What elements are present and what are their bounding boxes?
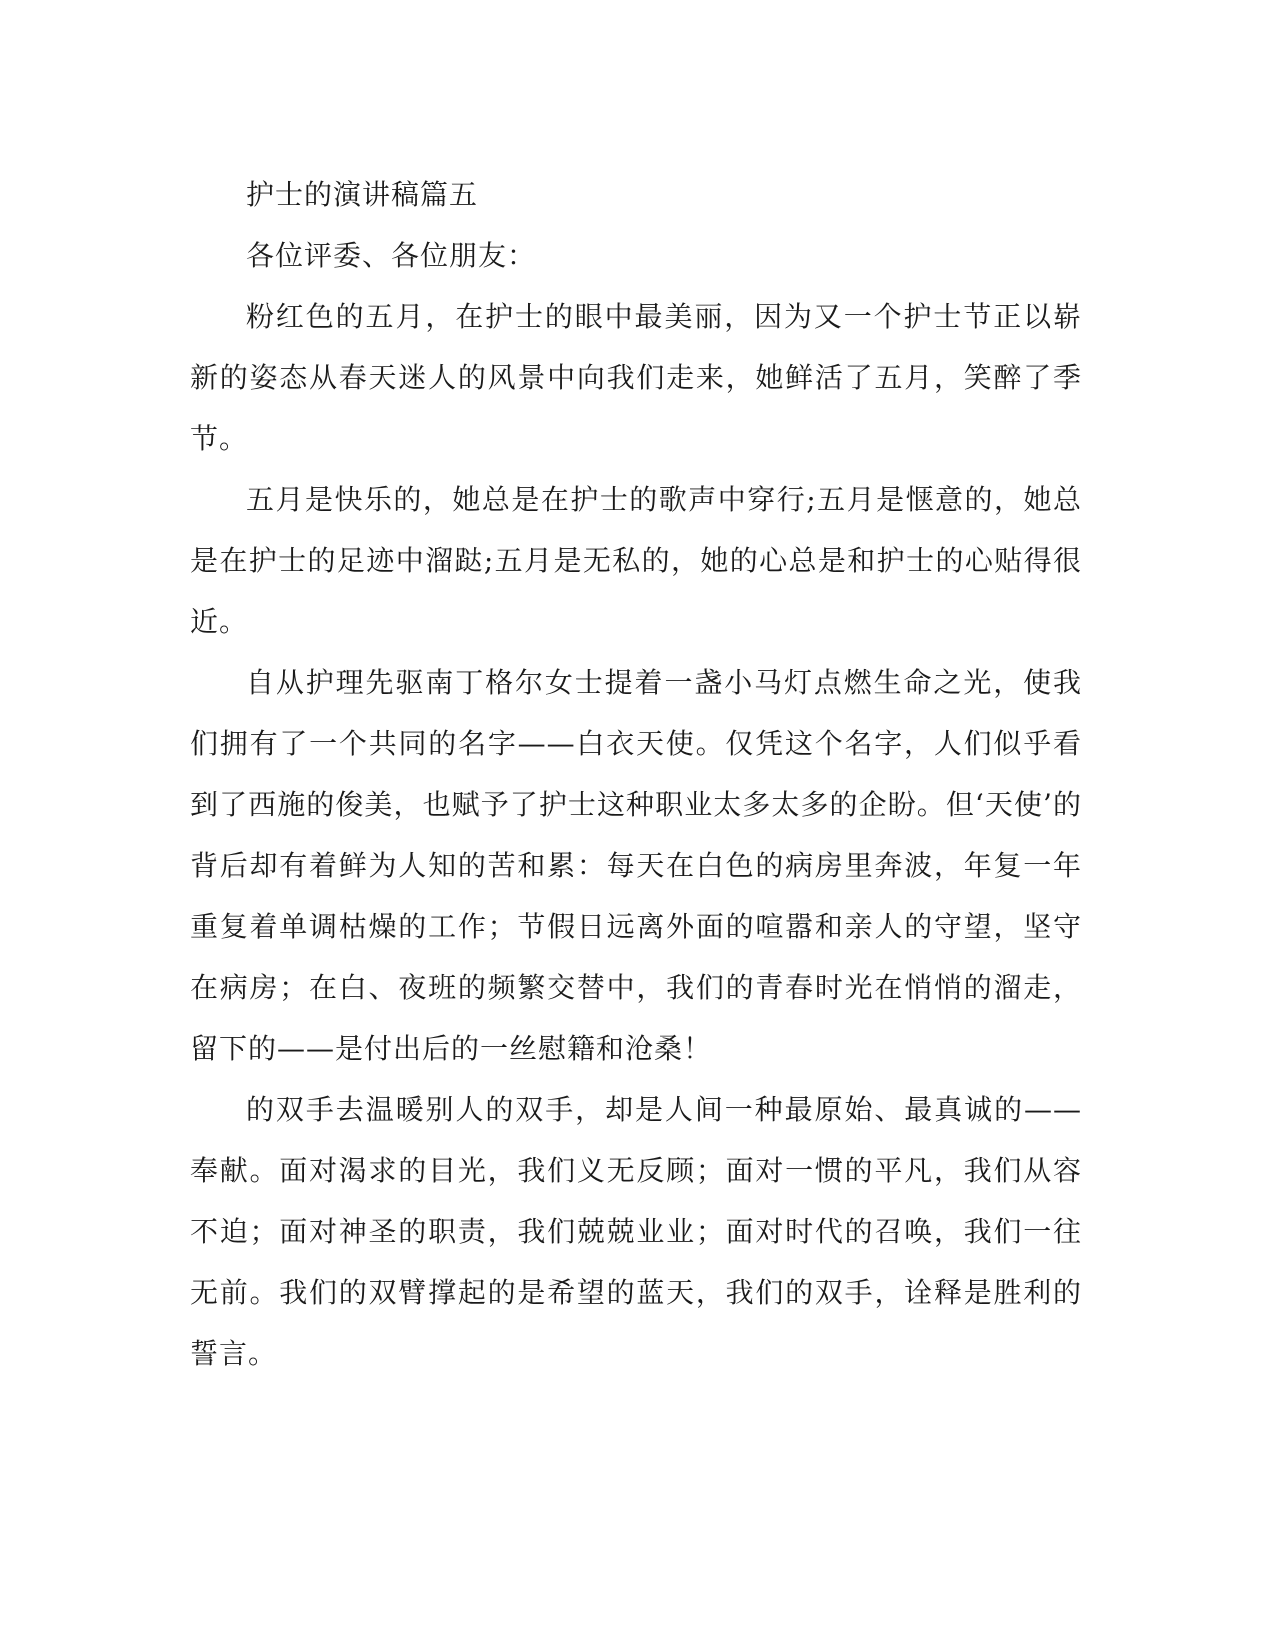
paragraph-4: 的双手去温暖别人的双手，却是人间一种最原始、最真诚的——奉献。面对渴求的目光，我们义无反顾；面对一惯的平凡，我们从容不迫；面对神圣的职责，我们兢兢业业；面对时代的召唤，我们一往无前。我们的双臂撑起的是希望的蓝天，我们的双手，诠释是胜利的誓言。	[190, 1093, 1082, 1370]
document-title: 护士的演讲稿篇五	[246, 178, 479, 211]
greeting: 各位评委、各位朋友：	[246, 239, 537, 272]
document-body	[190, 164, 1082, 1384]
paragraph-1: 粉红色的五月，在护士的眼中最美丽，因为又一个护士节正以崭新的姿态从春天迷人的风景中向我们走来，她鲜活了五月，笑醉了季节。	[190, 300, 1082, 455]
paragraph-2: 五月是快乐的，她总是在护士的歌声中穿行;五月是惬意的，她总是在护士的足迹中溜跶;五月是无私的，她的心总是和护士的心贴得很近。	[190, 483, 1082, 638]
paragraph-3: 自从护理先驱南丁格尔女士提着一盏小马灯点燃生命之光，使我们拥有了一个共同的名字——白衣天使。仅凭这个名字，人们似乎看到了西施的俊美，也赋予了护士这种职业太多太多的企盼。但‘天使’的背后却有着鲜为人知的苦和累：每天在白色的病房里奔波，年复一年重复着单调枯燥的工作；节假日远离外面的喧嚣和亲人的守望，坚守在病房；在白、夜班的频繁交替中，我们的青春时光在悄悄的溜走，留下的——是付出后的一丝慰籍和沧桑！	[190, 666, 1082, 1065]
